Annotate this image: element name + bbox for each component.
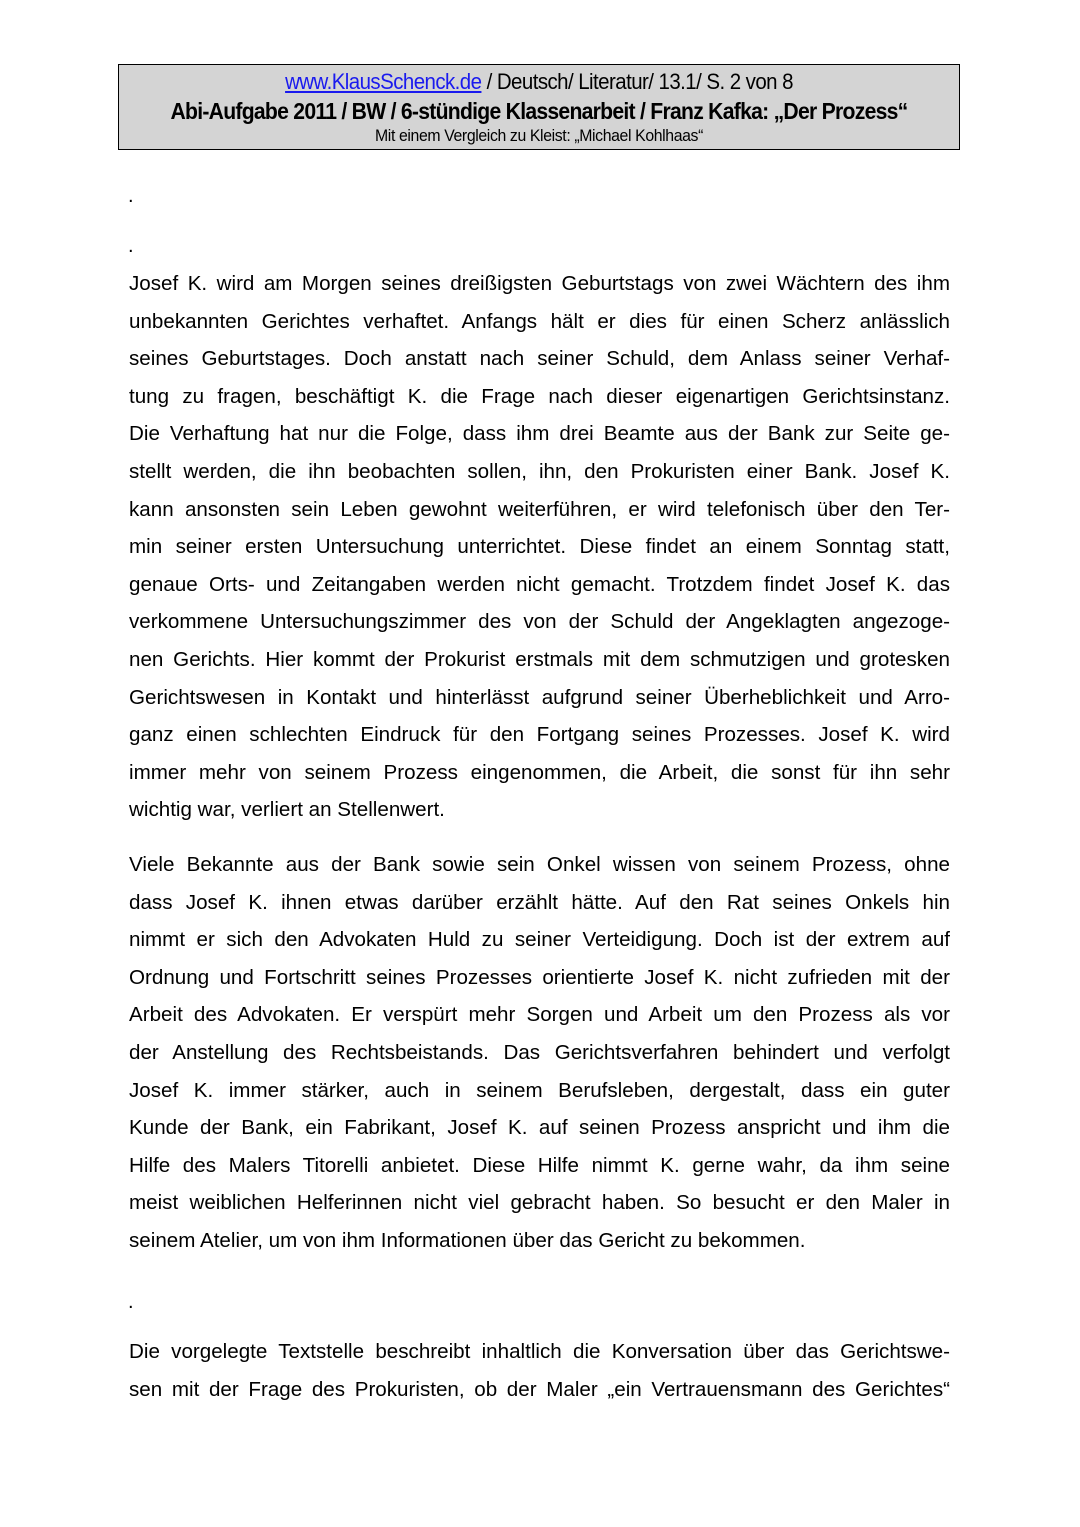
text-line: Viele Bekannte aus der Bank sowie sein Onkel wissen von seinem Prozess, ohne (129, 853, 950, 876)
text-line: unbekannten Gerichtes verhaftet. Anfangs hält er dies für einen Scherz anlässlich (129, 309, 950, 333)
text-line: seines Geburtstages. Doch anstatt nach seiner Schuld, dem Anlass seiner Verhaf- (129, 347, 950, 371)
text-line: sen mit der Frage des Prokuristen, ob der Maler „ein Vertrauensmann des Gerichtes“ (129, 1377, 950, 1401)
text-line: meist weiblichen Helferinnen nicht viel gebracht haben. So besucht er den Maler in (129, 1191, 950, 1215)
text-line: immer mehr von seinem Prozess eingenommen, die Arbeit, die sonst für ihn sehr (129, 760, 950, 784)
header-subtitle: Mit einem Vergleich zu Kleist: „Michael Kohlhaas“ (375, 126, 703, 145)
website-link[interactable]: www.KlausSchenck.de (285, 69, 482, 94)
text-line: Josef K. wird am Morgen seines dreißigsten Geburtstags von zwei Wächtern des ihm (129, 272, 950, 295)
text-line: Die vorgelegte Textstelle beschreibt inhaltlich die Konversation über das Gerichtswe- (129, 1340, 950, 1363)
text-line: seinem Atelier, um von ihm Informationen über das Gericht zu bekommen. (129, 1228, 806, 1252)
text-line: Hilfe des Malers Titorelli anbietet. Diese Hilfe nimmt K. gerne wahr, da ihm seine (129, 1153, 950, 1177)
text-line: Kunde der Bank, ein Fabrikant, Josef K. auf seinen Prozess anspricht und ihm die (129, 1116, 950, 1140)
section-marker: . (128, 185, 134, 207)
text-line: kann ansonsten sein Leben gewohnt weiterführen, er wird telefonisch über den Ter- (129, 497, 950, 521)
text-line: tung zu fragen, beschäftigt K. die Frage nach dieser eigenartigen Gerichtsinstanz. (129, 384, 950, 408)
text-line: nen Gerichts. Hier kommt der Prokurist erstmals mit dem schmutzigen und grotesken (129, 647, 950, 671)
paragraph-summary-1 (129, 265, 950, 829)
text-line: verkommene Untersuchungszimmer des von der Schuld der Angeklagten angezoge- (129, 610, 950, 634)
header-path: / Deutsch/ Literatur/ 13.1/ S. 2 von 8 (481, 69, 793, 94)
text-line: Ordnung und Fortschritt seines Prozesses orientierte Josef K. nicht zufrieden mit der (129, 965, 950, 989)
text-line: Arbeit des Advokaten. Er verspürt mehr Sorgen und Arbeit um den Prozess als vor (129, 1003, 950, 1027)
page-header (118, 64, 960, 150)
text-line: Josef K. immer stärker, auch in seinem Berufsleben, dergestalt, dass ein guter (129, 1078, 950, 1102)
text-line: genaue Orts- und Zeitangaben werden nicht gemacht. Trotzdem findet Josef K. das (129, 572, 950, 596)
paragraph-analysis (129, 1333, 950, 1408)
text-line: min seiner ersten Untersuchung unterrichtet. Diese findet an einem Sonntag statt, (129, 535, 950, 559)
text-line: wichtig war, verliert an Stellenwert. (129, 798, 445, 822)
header-title: Abi-Aufgabe 2011 / BW / 6-stündige Klassenarbeit / Franz Kafka: „Der Prozess“ (170, 98, 908, 124)
text-line: ganz einen schlechten Eindruck für den Fortgang seines Prozesses. Josef K. wird (129, 723, 950, 747)
text-line: nimmt er sich den Advokaten Huld zu seiner Verteidigung. Doch ist der extrem auf (129, 928, 950, 952)
text-line: der Anstellung des Rechtsbeistands. Das Gerichtsverfahren behindert und verfolgt (129, 1040, 950, 1064)
section-marker: . (128, 1291, 134, 1313)
section-marker: . (128, 235, 134, 257)
paragraph-summary-2 (129, 846, 950, 1260)
text-line: Gerichtswesen in Kontakt und hinterlässt aufgrund seiner Überheblichkeit und Arro- (129, 685, 950, 709)
header-source-line (148, 69, 929, 95)
text-line: dass Josef K. ihnen etwas darüber erzählt hätte. Auf den Rat seines Onkels hin (129, 890, 950, 914)
text-line: stellt werden, die ihn beobachten sollen, ihn, den Prokuristen einer Bank. Josef K. (129, 459, 950, 483)
text-line: Die Verhaftung hat nur die Folge, dass ihm drei Beamte aus der Bank zur Seite ge- (129, 422, 950, 446)
